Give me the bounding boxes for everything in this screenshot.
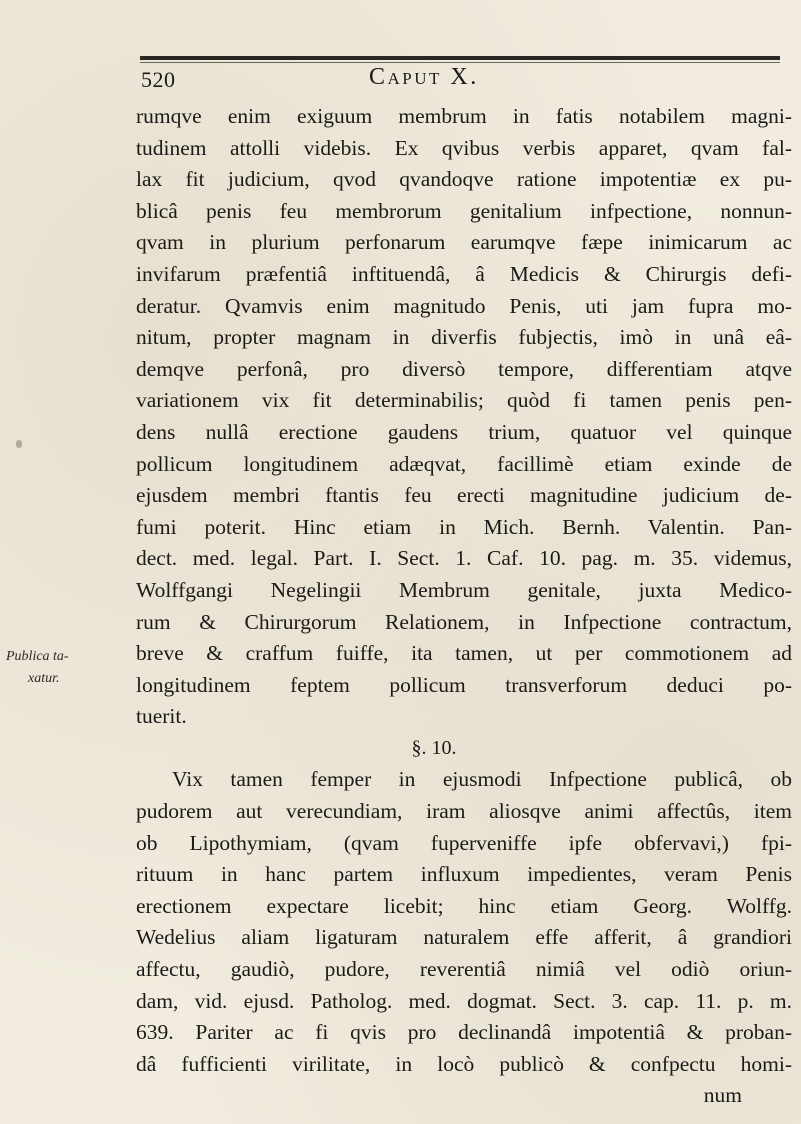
text-line: blicâ penis feu membrorum genitalium infpectione, nonnun- [136, 198, 792, 223]
text-line: ejusdem membri ftantis feu erecti magnitudine judicium de- [136, 483, 792, 508]
section-heading: §. 10. [411, 736, 457, 759]
marginal-note [6, 646, 69, 690]
text-line: demqve perfonâ, pro diversò tempore, differentiam atqve [136, 356, 792, 381]
ink-smudge [16, 440, 22, 448]
text-line: affectu, gaudiò, pudore, reverentiâ nimiâ vel odiò oriun- [136, 957, 792, 982]
text-line: erectionem expectare licebit; hinc etiam Georg. Wolffg. [136, 893, 792, 918]
text-line: Wedelius aliam ligaturam naturalem effe afferit, â grandiori [136, 925, 792, 950]
text-line: Wolffgangi Negelingii Membrum genitale, juxta Medico- [136, 577, 792, 602]
text-line: ob Lipothymiam, (qvam fuperveniffe ipfe obfervavi,) fpi- [136, 830, 792, 855]
marginal-note-line: Publica ta- [6, 649, 69, 664]
text-line: tuerit. [136, 704, 187, 729]
text-line: nitum, propter magnam in diverfis fubjectis, imò in unâ eâ- [136, 325, 792, 350]
text-line: lax fit judicium, qvod qvandoqve ratione impotentiæ ex pu- [136, 167, 792, 192]
text-line: 639. Pariter ac fi qvis pro declinandâ impotentiâ & proban- [136, 1020, 792, 1045]
text-line: tudinem attolli videbis. Ex qvibus verbis apparet, qvam fal- [136, 135, 792, 160]
running-head: Caput X. [369, 64, 479, 90]
text-line: dect. med. legal. Part. I. Sect. 1. Caf. 10. pag. m. 35. videmus, [136, 546, 792, 571]
text-line: invifarum præfentiâ inftituendâ, â Medicis & Chirurgis defi- [136, 261, 792, 286]
text-line: deratur. Qvamvis enim magnitudo Penis, uti jam fupra mo- [136, 293, 792, 318]
header-rule [140, 56, 780, 60]
text-line: pollicum longitudinem adæqvat, facillimè etiam exinde de [136, 451, 792, 476]
text-line: dam, vid. ejusd. Patholog. med. dogmat. Sect. 3. cap. 11. p. m. [136, 988, 792, 1013]
text-line: longitudinem feptem pollicum transverforum deduci po- [136, 672, 792, 697]
text-line: dâ fufficienti virilitate, in locò publicò & confpectu homi- [136, 1051, 792, 1076]
text-line: breve & craffum fuiffe, ita tamen, ut per commotionem ad [136, 641, 792, 666]
text-line: rituum in hanc partem influxum impedientes, veram Penis [136, 862, 792, 887]
header-rule-thin [140, 62, 780, 63]
text-line: fumi poterit. Hinc etiam in Mich. Bernh. Valentin. Pan- [136, 514, 792, 539]
text-line: Vix tamen femper in ejusmodi Infpectione publicâ, ob [172, 767, 792, 792]
text-line: rumqve enim exiguum membrum in fatis notabilem magni- [136, 104, 792, 128]
text-line: dens nullâ erectione gaudens trium, quatuor vel quinque [136, 419, 792, 444]
text-line: variationem vix fit determinabilis; quòd fi tamen penis pen- [136, 388, 792, 413]
body-text [136, 101, 792, 1112]
catchword: num [703, 1083, 742, 1108]
text-line: qvam in plurium perfonarum earumqve fæpe inimicarum ac [136, 230, 792, 255]
text-line: rum & Chirurgorum Relationem, in Infpectione contractum, [136, 609, 792, 634]
marginal-note-line: xatur. [28, 671, 60, 686]
text-line: pudorem aut verecundiam, iram aliosqve animi affectûs, item [136, 799, 792, 824]
page-number: 520 [141, 67, 176, 92]
